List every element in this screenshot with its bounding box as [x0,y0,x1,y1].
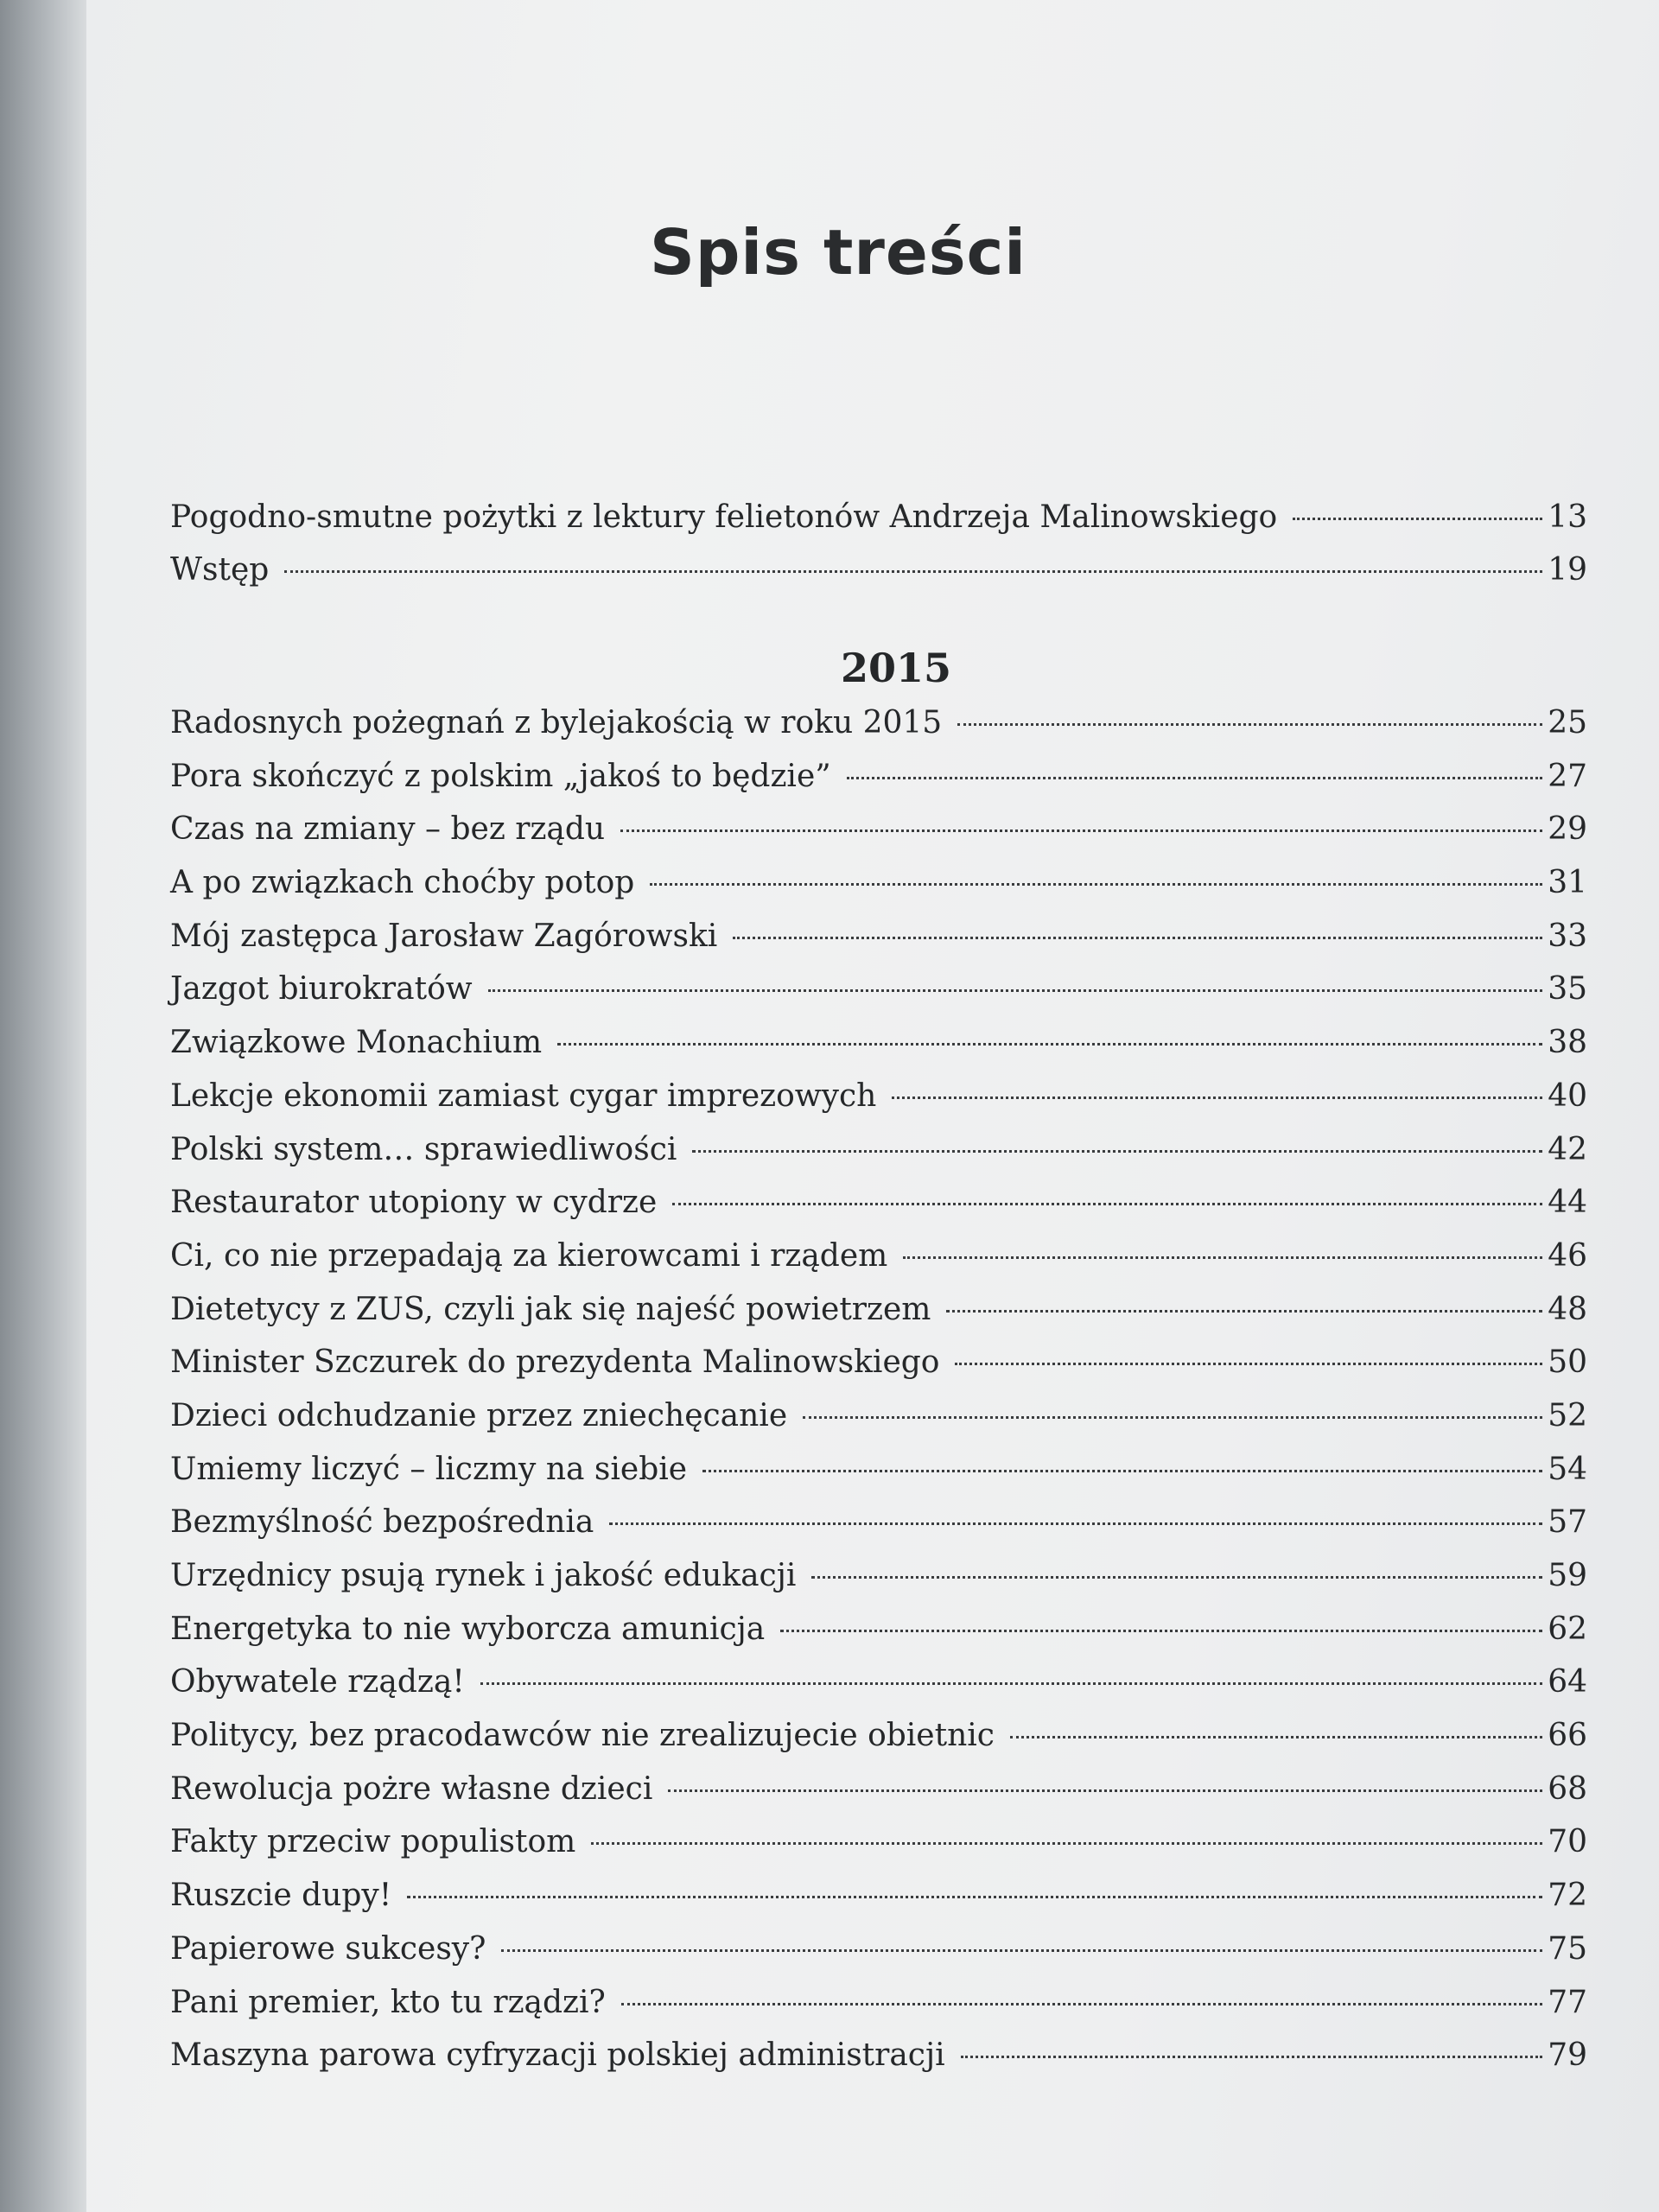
toc-entry-page-number: 70 [1548,1824,1587,1860]
toc-entry [170,552,1587,605]
toc-entry-page-number: 42 [1548,1131,1587,1167]
dot-leader [672,1203,1542,1205]
toc-entry-page-number: 40 [1548,1077,1587,1114]
toc-entry-title: Polski system… sprawiedliwości [170,1131,677,1167]
toc-entry [170,759,1587,812]
toc-entry [170,1078,1587,1132]
toc-entry [170,1504,1587,1558]
page-title: Spis treści [650,216,1027,289]
dot-leader [620,830,1542,832]
toc-entry [170,1664,1587,1718]
toc-entry [170,1132,1587,1185]
dot-leader [903,1256,1542,1259]
toc-entry-title: Pora skończyć z polskim „jakoś to będzie” [170,758,831,794]
dot-leader [946,1310,1542,1313]
toc-entry-title: Rewolucja pożre własne dzieci [170,1770,653,1807]
toc-entry-title: Maszyna parowa cyfryzacji polskiej administracji [170,2037,945,2074]
toc-entry [170,1718,1587,1771]
toc-entry-title: Urzędnicy psują rynek i jakość edukacji [170,1558,797,1593]
toc-entry [170,918,1587,972]
dot-leader [961,2056,1543,2058]
toc-entry-page-number: 75 [1548,1930,1587,1967]
dot-leader [847,777,1543,779]
toc-entry [170,1878,1587,1931]
toc-entry-page-number: 79 [1548,2037,1587,2074]
toc-entry-page-number: 19 [1548,552,1587,588]
toc-entry-page-number: 66 [1548,1718,1587,1754]
toc-entry-title: Umiemy liczyć – liczmy na siebie [170,1451,688,1487]
previous-page-edge [0,0,86,2212]
toc-entry-page-number: 52 [1548,1397,1587,1433]
dot-leader [692,1150,1542,1153]
dot-leader [501,1949,1542,1952]
entries-2015 [170,705,1587,2091]
toc-entry [170,1238,1587,1292]
toc-entry-page-number: 33 [1548,918,1587,954]
toc-entry-page-number: 50 [1548,1344,1587,1381]
toc-entry-title: Politycy, bez pracodawców nie zrealizujecie obietnic [170,1718,995,1754]
toc-entry-title: Obywatele rządzą! [170,1664,465,1700]
toc-entry [170,1292,1587,1345]
toc-entry-page-number: 77 [1548,1984,1587,2020]
dot-leader [780,1630,1542,1632]
dot-leader [702,1470,1542,1472]
toc-entry [170,1931,1587,1985]
intro-entries [170,499,1587,605]
toc-entry-page-number: 29 [1548,811,1587,848]
section-year-heading: 2015 [840,645,952,691]
toc-entry-title: Dietetycy z ZUS, czyli jak się najeść powietrzem [170,1291,931,1327]
toc-entry-title: Związkowe Monachium [170,1025,543,1061]
toc-entry-title: Restaurator utopiony w cydrze [170,1185,658,1221]
toc-entry-page-number: 68 [1548,1770,1587,1807]
toc-entry-title: Energetyka to nie wyborcza amunicja [170,1611,766,1647]
toc-entry-title: Jazgot biurokratów [170,971,473,1007]
dot-leader [650,883,1542,886]
toc-entry-title: Pogodno-smutne pożytki z lektury felietonów Andrzeja Malinowskiego [170,499,1278,535]
toc-entry-page-number: 27 [1548,758,1587,794]
toc-entry-title: Dzieci odchudzanie przez zniechęcanie [170,1397,788,1433]
toc-entry [170,1025,1587,1078]
toc-entry [170,1452,1587,1505]
toc-entry [170,1771,1587,1825]
dot-leader [284,570,1542,573]
dot-leader [480,1682,1542,1685]
book-page [86,0,1659,2212]
toc-entry [170,1398,1587,1452]
toc-entry-title: Mój zastępca Jarosław Zagórowski [170,918,718,954]
toc-entry-title: Lekcje ekonomii zamiast cygar imprezowych [170,1077,877,1114]
dot-leader [803,1416,1542,1419]
toc-entry-page-number: 31 [1548,865,1587,901]
toc-entry-page-number: 13 [1548,499,1587,535]
toc-entry-page-number: 64 [1548,1664,1587,1700]
toc-entry-page-number: 35 [1548,971,1587,1007]
dot-leader [1293,518,1542,520]
dot-leader [591,1842,1542,1845]
dot-leader [733,937,1542,939]
toc-entry [170,1611,1587,1665]
toc-entry [170,1185,1587,1238]
toc-entry [170,499,1587,552]
dot-leader [557,1043,1542,1046]
dot-leader [668,1789,1542,1792]
toc-entry [170,1824,1587,1878]
toc-entry-page-number: 54 [1548,1451,1587,1487]
toc-entry-page-number: 59 [1548,1558,1587,1593]
toc-entry-page-number: 62 [1548,1611,1587,1647]
toc-entry-title: Czas na zmiany – bez rządu [170,811,606,848]
toc-entry-title: A po związkach choćby potop [170,865,635,901]
toc-entry [170,2037,1587,2091]
toc-entry-title: Ci, co nie przepadają za kierowcami i rządem [170,1237,888,1274]
dot-leader [609,1522,1542,1525]
dot-leader [1010,1736,1542,1738]
toc-entry [170,1558,1587,1611]
toc-entry-title: Ruszcie dupy! [170,1878,392,1914]
toc-entry-page-number: 46 [1548,1237,1587,1274]
dot-leader [621,2003,1542,2005]
toc-entry [170,1985,1587,2038]
toc-entry [170,811,1587,865]
toc-entry-title: Papierowe sukcesy? [170,1930,486,1967]
toc-entry-title: Wstęp [170,552,270,588]
dot-leader [811,1576,1542,1579]
toc-entry [170,705,1587,759]
toc-entry-title: Bezmyślność bezpośrednia [170,1504,594,1541]
toc-entry-title: Fakty przeciw populistom [170,1824,576,1860]
toc-entry [170,1344,1587,1398]
dot-leader [407,1896,1542,1898]
toc-entry-page-number: 72 [1548,1878,1587,1914]
toc-entry [170,971,1587,1025]
dot-leader [892,1096,1542,1099]
toc-entry-page-number: 57 [1548,1504,1587,1541]
toc-entry-page-number: 44 [1548,1185,1587,1221]
toc-entry-title: Minister Szczurek do prezydenta Malinowskiego [170,1344,940,1381]
dot-leader [955,1363,1542,1365]
toc-entry-title: Pani premier, kto tu rządzi? [170,1984,606,2020]
toc-entry-page-number: 25 [1548,705,1587,741]
table-of-contents [170,499,1587,2091]
toc-entry [170,865,1587,918]
dot-leader [957,723,1542,726]
toc-entry-title: Radosnych pożegnań z bylejakością w roku 2015 [170,705,943,741]
toc-entry-page-number: 38 [1548,1025,1587,1061]
dot-leader [488,989,1543,992]
toc-entry-page-number: 48 [1548,1291,1587,1327]
